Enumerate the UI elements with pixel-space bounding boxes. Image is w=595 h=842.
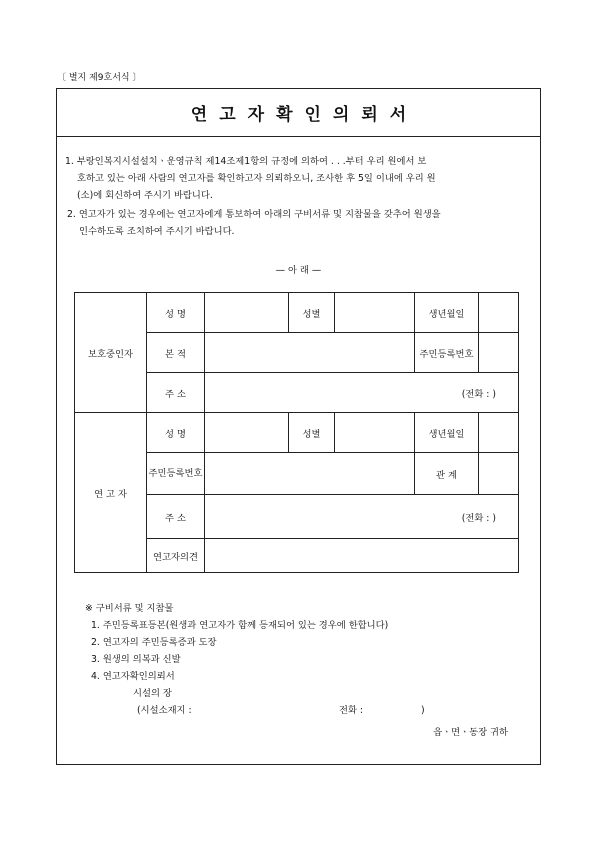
paragraph-2-line-1: 2. 연고자가 있는 경우에는 연고자에게 통보하여 아래의 구비서류 및 지참물을 갖추어 원생을 <box>67 209 441 220</box>
protected-dob-field[interactable] <box>479 293 519 333</box>
documents-header: ※ 구비서류 및 지참물 <box>85 603 174 614</box>
addressee: 읍ㆍ면ㆍ동장 귀하 <box>433 727 508 738</box>
documents-item-1: 1. 주민등록표등본(원생과 연고자가 함께 등재되어 있는 경우에 한합니다) <box>91 620 389 631</box>
paragraph-1-line-1: 1. 부랑인복지시설설치ㆍ운영규칙 제14조제1항의 규정에 의하여 . . .부터 우리 원에서 보 <box>65 156 427 167</box>
paragraph-1-line-3: (소)에 회신하여 주시기 바랍니다. <box>77 190 213 201</box>
are-heading: — 아 래 — <box>275 265 322 276</box>
protected-rrn-field[interactable] <box>479 333 519 373</box>
facility-close-paren: ) <box>421 705 425 716</box>
protected-name-label: 성 명 <box>147 293 205 333</box>
relative-rrn-label: 주민등록번호 <box>147 453 205 495</box>
documents-item-4: 4. 연고자확인의뢰서 <box>91 671 175 682</box>
protected-gender-label: 성별 <box>289 293 335 333</box>
facility-address-line <box>85 702 425 719</box>
protected-address-label: 주 소 <box>147 373 205 413</box>
relative-name-field[interactable] <box>205 413 289 453</box>
protected-dob-label: 생년월일 <box>415 293 479 333</box>
protected-phone-text: (전화 : ) <box>461 388 496 400</box>
facility-address-label: (시설소재지 : <box>137 705 192 716</box>
protected-origin-field[interactable] <box>205 333 415 373</box>
relative-address-label: 주 소 <box>147 495 205 539</box>
title-row <box>57 89 540 137</box>
form-title: 연고자확인의뢰서 <box>190 105 419 125</box>
relative-gender-label: 성별 <box>289 413 335 453</box>
info-table <box>74 292 519 573</box>
form-number: 〔 별지 제9호서식 〕 <box>57 73 142 83</box>
relative-address-field[interactable] <box>205 495 519 539</box>
relative-name-label: 성 명 <box>147 413 205 453</box>
protected-name-field[interactable] <box>205 293 289 333</box>
facility-head: 시설의 장 <box>133 688 172 699</box>
paragraph-2 <box>67 206 537 240</box>
relative-opinion-label: 연고자의견 <box>147 539 205 573</box>
protected-address-field[interactable] <box>205 373 519 413</box>
relative-gender-field[interactable] <box>335 413 415 453</box>
protected-gender-field[interactable] <box>335 293 415 333</box>
documents-item-3: 3. 원생의 의복과 신발 <box>91 654 181 665</box>
documents-item-2: 2. 연고자의 주민등록증과 도장 <box>91 637 217 648</box>
paragraph-2-line-2: 인수하도록 조치하여 주시기 바랍니다. <box>79 226 235 237</box>
protected-origin-label: 본 적 <box>147 333 205 373</box>
relative-dob-label: 생년월일 <box>415 413 479 453</box>
relative-opinion-field[interactable] <box>205 539 519 573</box>
facility-phone-label: 전화 : <box>339 705 364 716</box>
protected-rrn-label: 주민등록번호 <box>415 333 479 373</box>
paragraph-1-line-2: 호하고 있는 아래 사람의 연고자를 확인하고자 의뢰하오니, 조사한 후 5일 이내에 우리 원 <box>77 173 436 184</box>
form-frame <box>56 88 541 765</box>
relative-section-label: 연 고 자 <box>75 413 147 573</box>
relative-phone-text: (전화 : ) <box>461 512 496 524</box>
documents-list <box>85 600 425 719</box>
relative-relation-label: 관 계 <box>415 453 479 495</box>
paragraph-1 <box>65 153 535 204</box>
relative-relation-field[interactable] <box>479 453 519 495</box>
relative-dob-field[interactable] <box>479 413 519 453</box>
relative-rrn-field[interactable] <box>205 453 415 495</box>
protected-section-label: 보호중인자 <box>75 293 147 413</box>
